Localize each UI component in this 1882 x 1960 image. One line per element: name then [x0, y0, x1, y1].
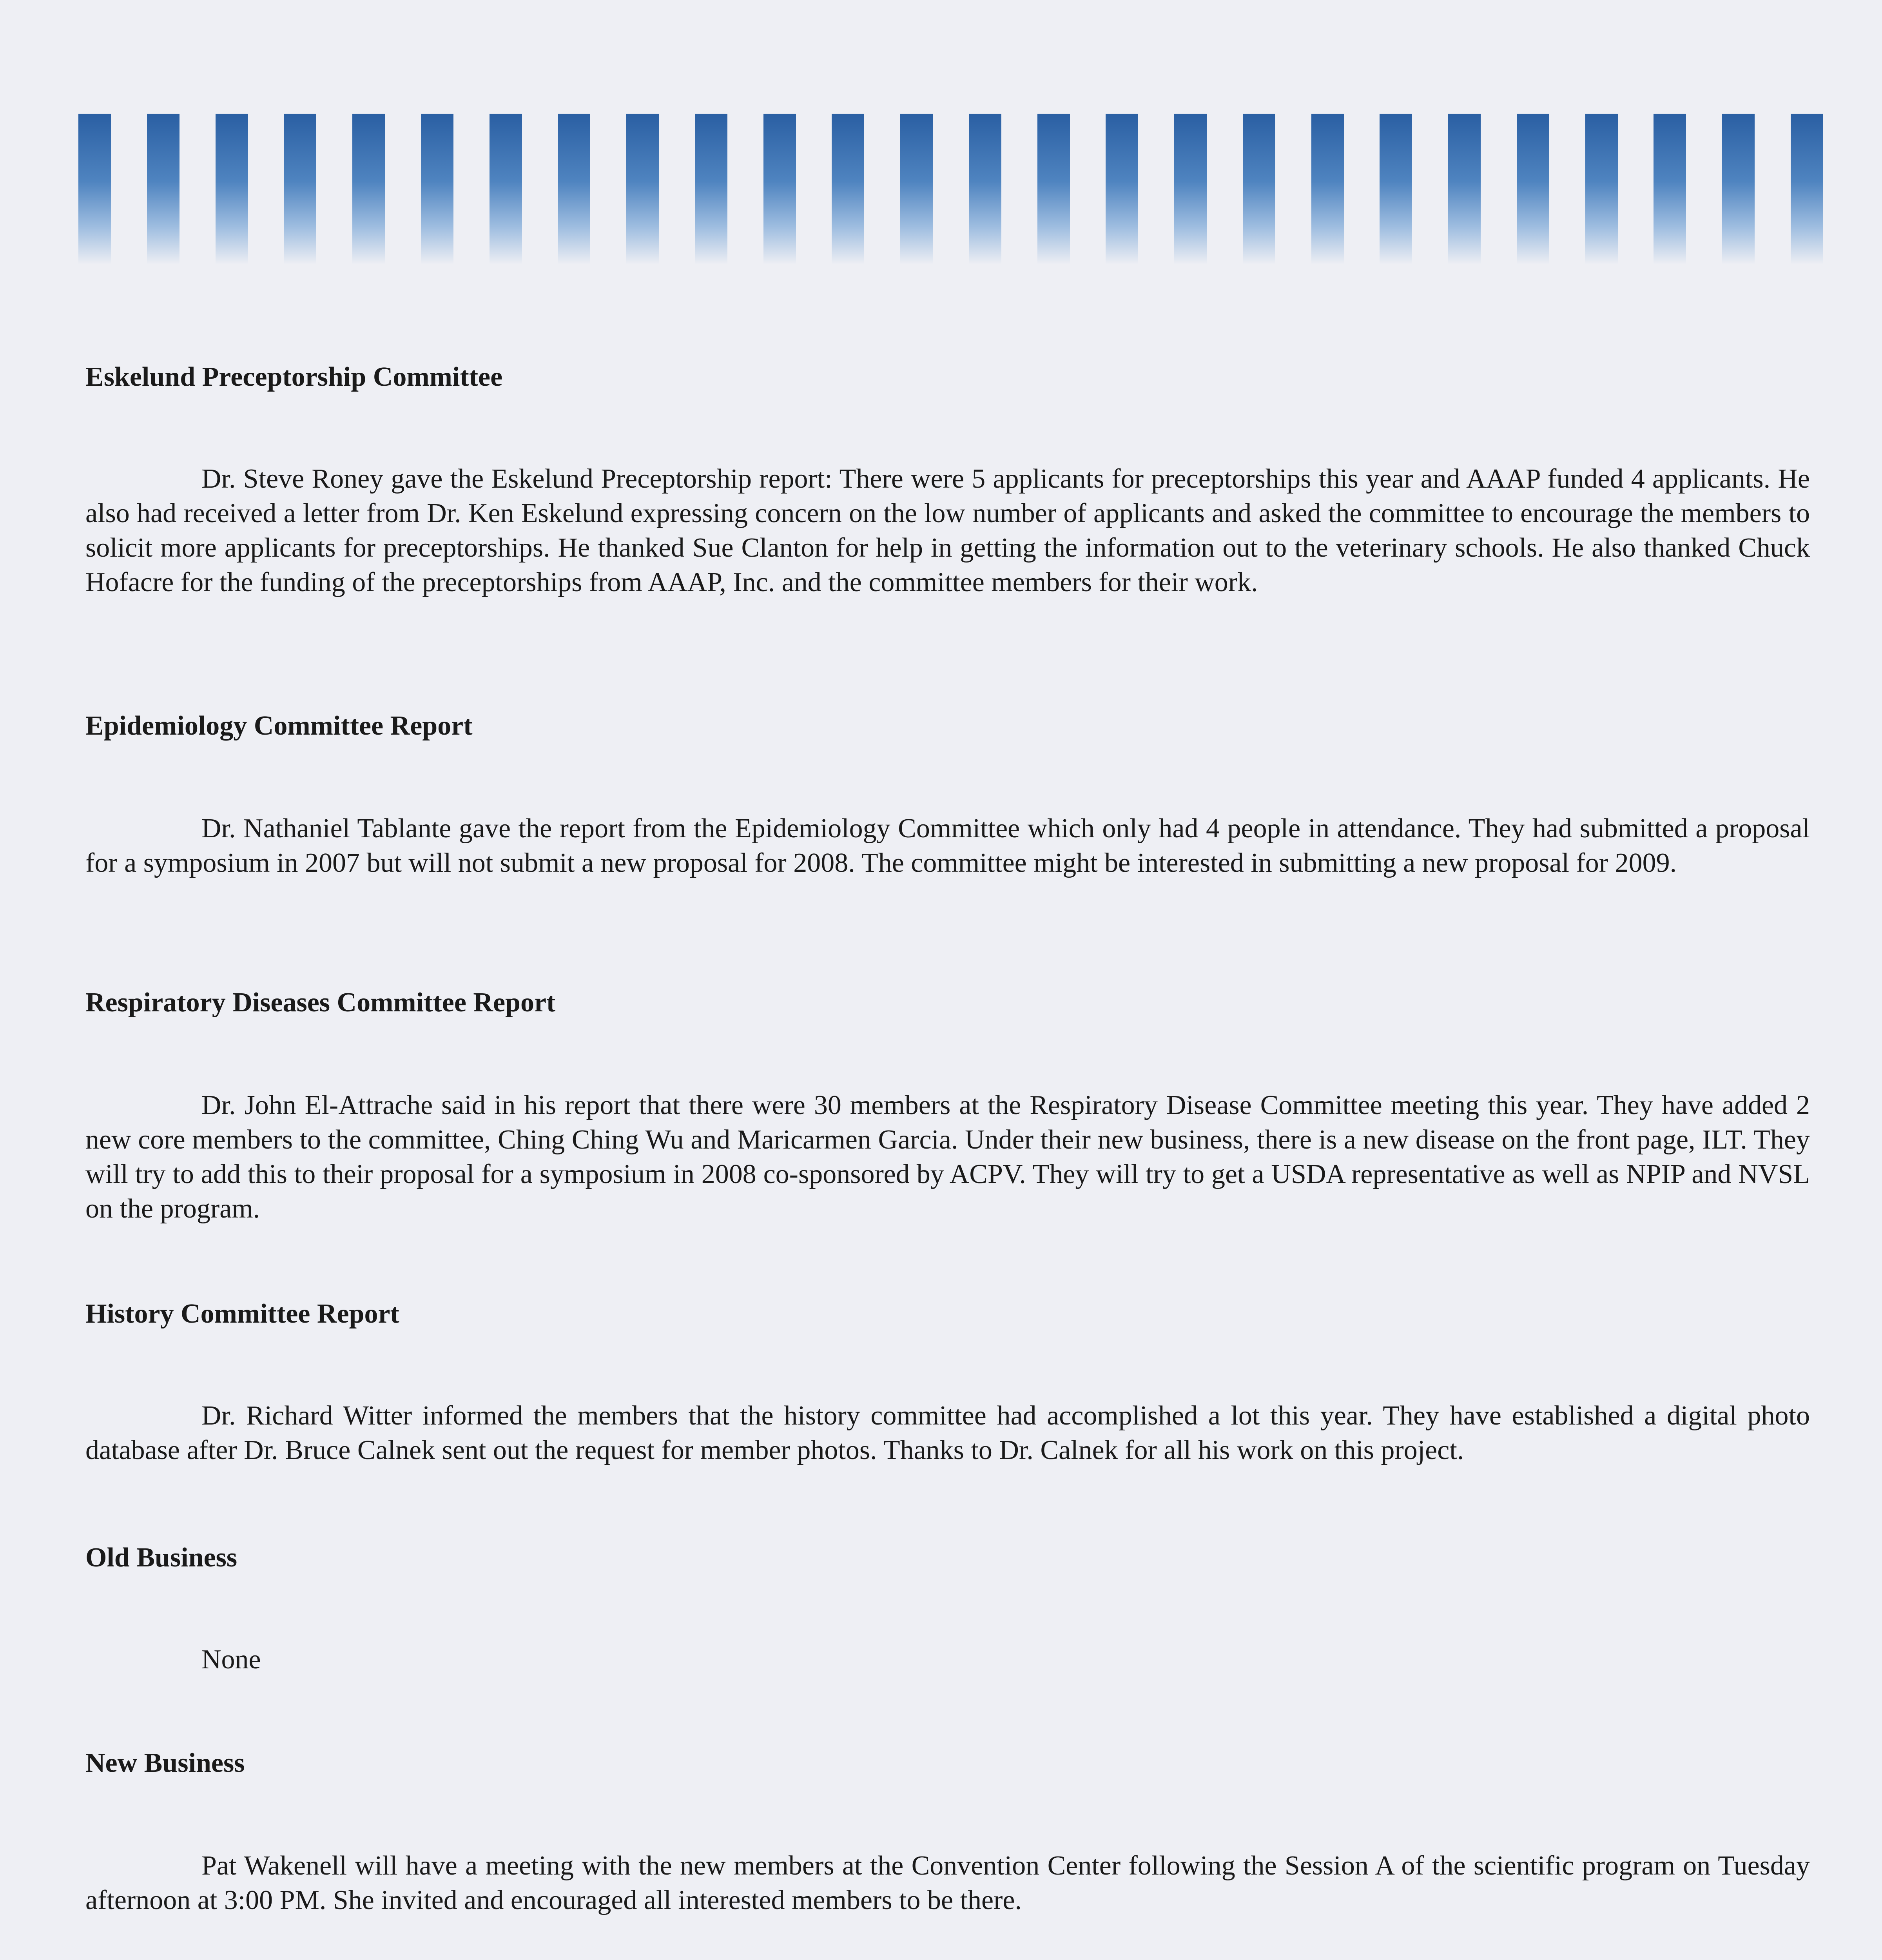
header-bar: [352, 114, 385, 265]
section-body-epidemiology: Dr. Nathaniel Tablante gave the report from the Epidemiology Committee which only had 4 people in attendance. They had submitted a proposal for a symposium in 2007 but will not submit a new proposal for 2008. The committee might be interested in submitting a new proposal for 2009.: [85, 813, 1810, 878]
header-bar: [216, 114, 248, 265]
header-bar: [1791, 114, 1823, 265]
header-bar: [1380, 114, 1412, 265]
header-bar: [490, 114, 522, 265]
header-bar: [1517, 114, 1549, 265]
section-body-new-business: Pat Wakenell will have a meeting with the new members at the Convention Center following the Session A of the scientific program on Tuesday afternoon at 3:00 PM. She invited and encouraged all interested members to be there.: [85, 1851, 1810, 1915]
header-bar: [1311, 114, 1344, 265]
header-bar: [626, 114, 659, 265]
section-heading-respiratory: Respiratory Diseases Committee Report: [85, 987, 556, 1018]
header-bar: [900, 114, 933, 265]
header-bar: [1722, 114, 1755, 265]
section-heading-eskelund: Eskelund Preceptorship Committee: [85, 362, 503, 392]
section-heading-old-business: Old Business: [85, 1543, 238, 1573]
section-heading-epidemiology: Epidemiology Committee Report: [85, 711, 473, 741]
header-decorative-bars: [78, 114, 1823, 265]
header-bar: [78, 114, 111, 265]
header-bar: [147, 114, 179, 265]
header-bar: [969, 114, 1001, 265]
section-heading-new-business: New Business: [85, 1748, 245, 1778]
header-bar: [763, 114, 796, 265]
header-bar: [284, 114, 316, 265]
header-bar: [695, 114, 727, 265]
header-bar: [1448, 114, 1481, 265]
section-body-old-business: None: [201, 1644, 261, 1675]
header-bar: [1654, 114, 1686, 265]
section-heading-history: History Committee Report: [85, 1299, 399, 1329]
header-bar: [1037, 114, 1070, 265]
header-bar: [1106, 114, 1138, 265]
section-body-respiratory: Dr. John El-Attrache said in his report that there were 30 members at the Respiratory Disease Committee meeting this year. They have added 2 new core members to the committee, Ching Ching Wu and Maricarmen Garcia. Under their new business, there is a new disease on the front page, ILT. They will try to add this to their proposal for a symposium in 2008 co-sponsored by ACPV. They will try to get a USDA representative as well as NPIP and NVSL on the program.: [85, 1090, 1810, 1224]
section-body-eskelund: Dr. Steve Roney gave the Eskelund Preceptorship report: There were 5 applicants for preceptorships this year and AAAP funded 4 applicants. He also had received a letter from Dr. Ken Eskelund expressing concern on the low number of applicants and asked the committee to encourage the members to solicit more applicants for preceptorships. He thanked Sue Clanton for help in getting the information out to the veterinary schools. He also thanked Chuck Hofacre for the funding of the preceptorships from AAAP, Inc. and the committee members for their work.: [85, 464, 1810, 597]
header-bar: [421, 114, 453, 265]
header-bar: [558, 114, 590, 265]
header-bar: [832, 114, 864, 265]
header-bar: [1174, 114, 1207, 265]
header-bar: [1243, 114, 1275, 265]
section-body-history: Dr. Richard Witter informed the members that the history committee had accomplished a lot this year. They have established a digital photo database after Dr. Bruce Calnek sent out the request for member photos. Thanks to Dr. Calnek for all his work on this project.: [85, 1401, 1810, 1465]
header-bar: [1585, 114, 1618, 265]
